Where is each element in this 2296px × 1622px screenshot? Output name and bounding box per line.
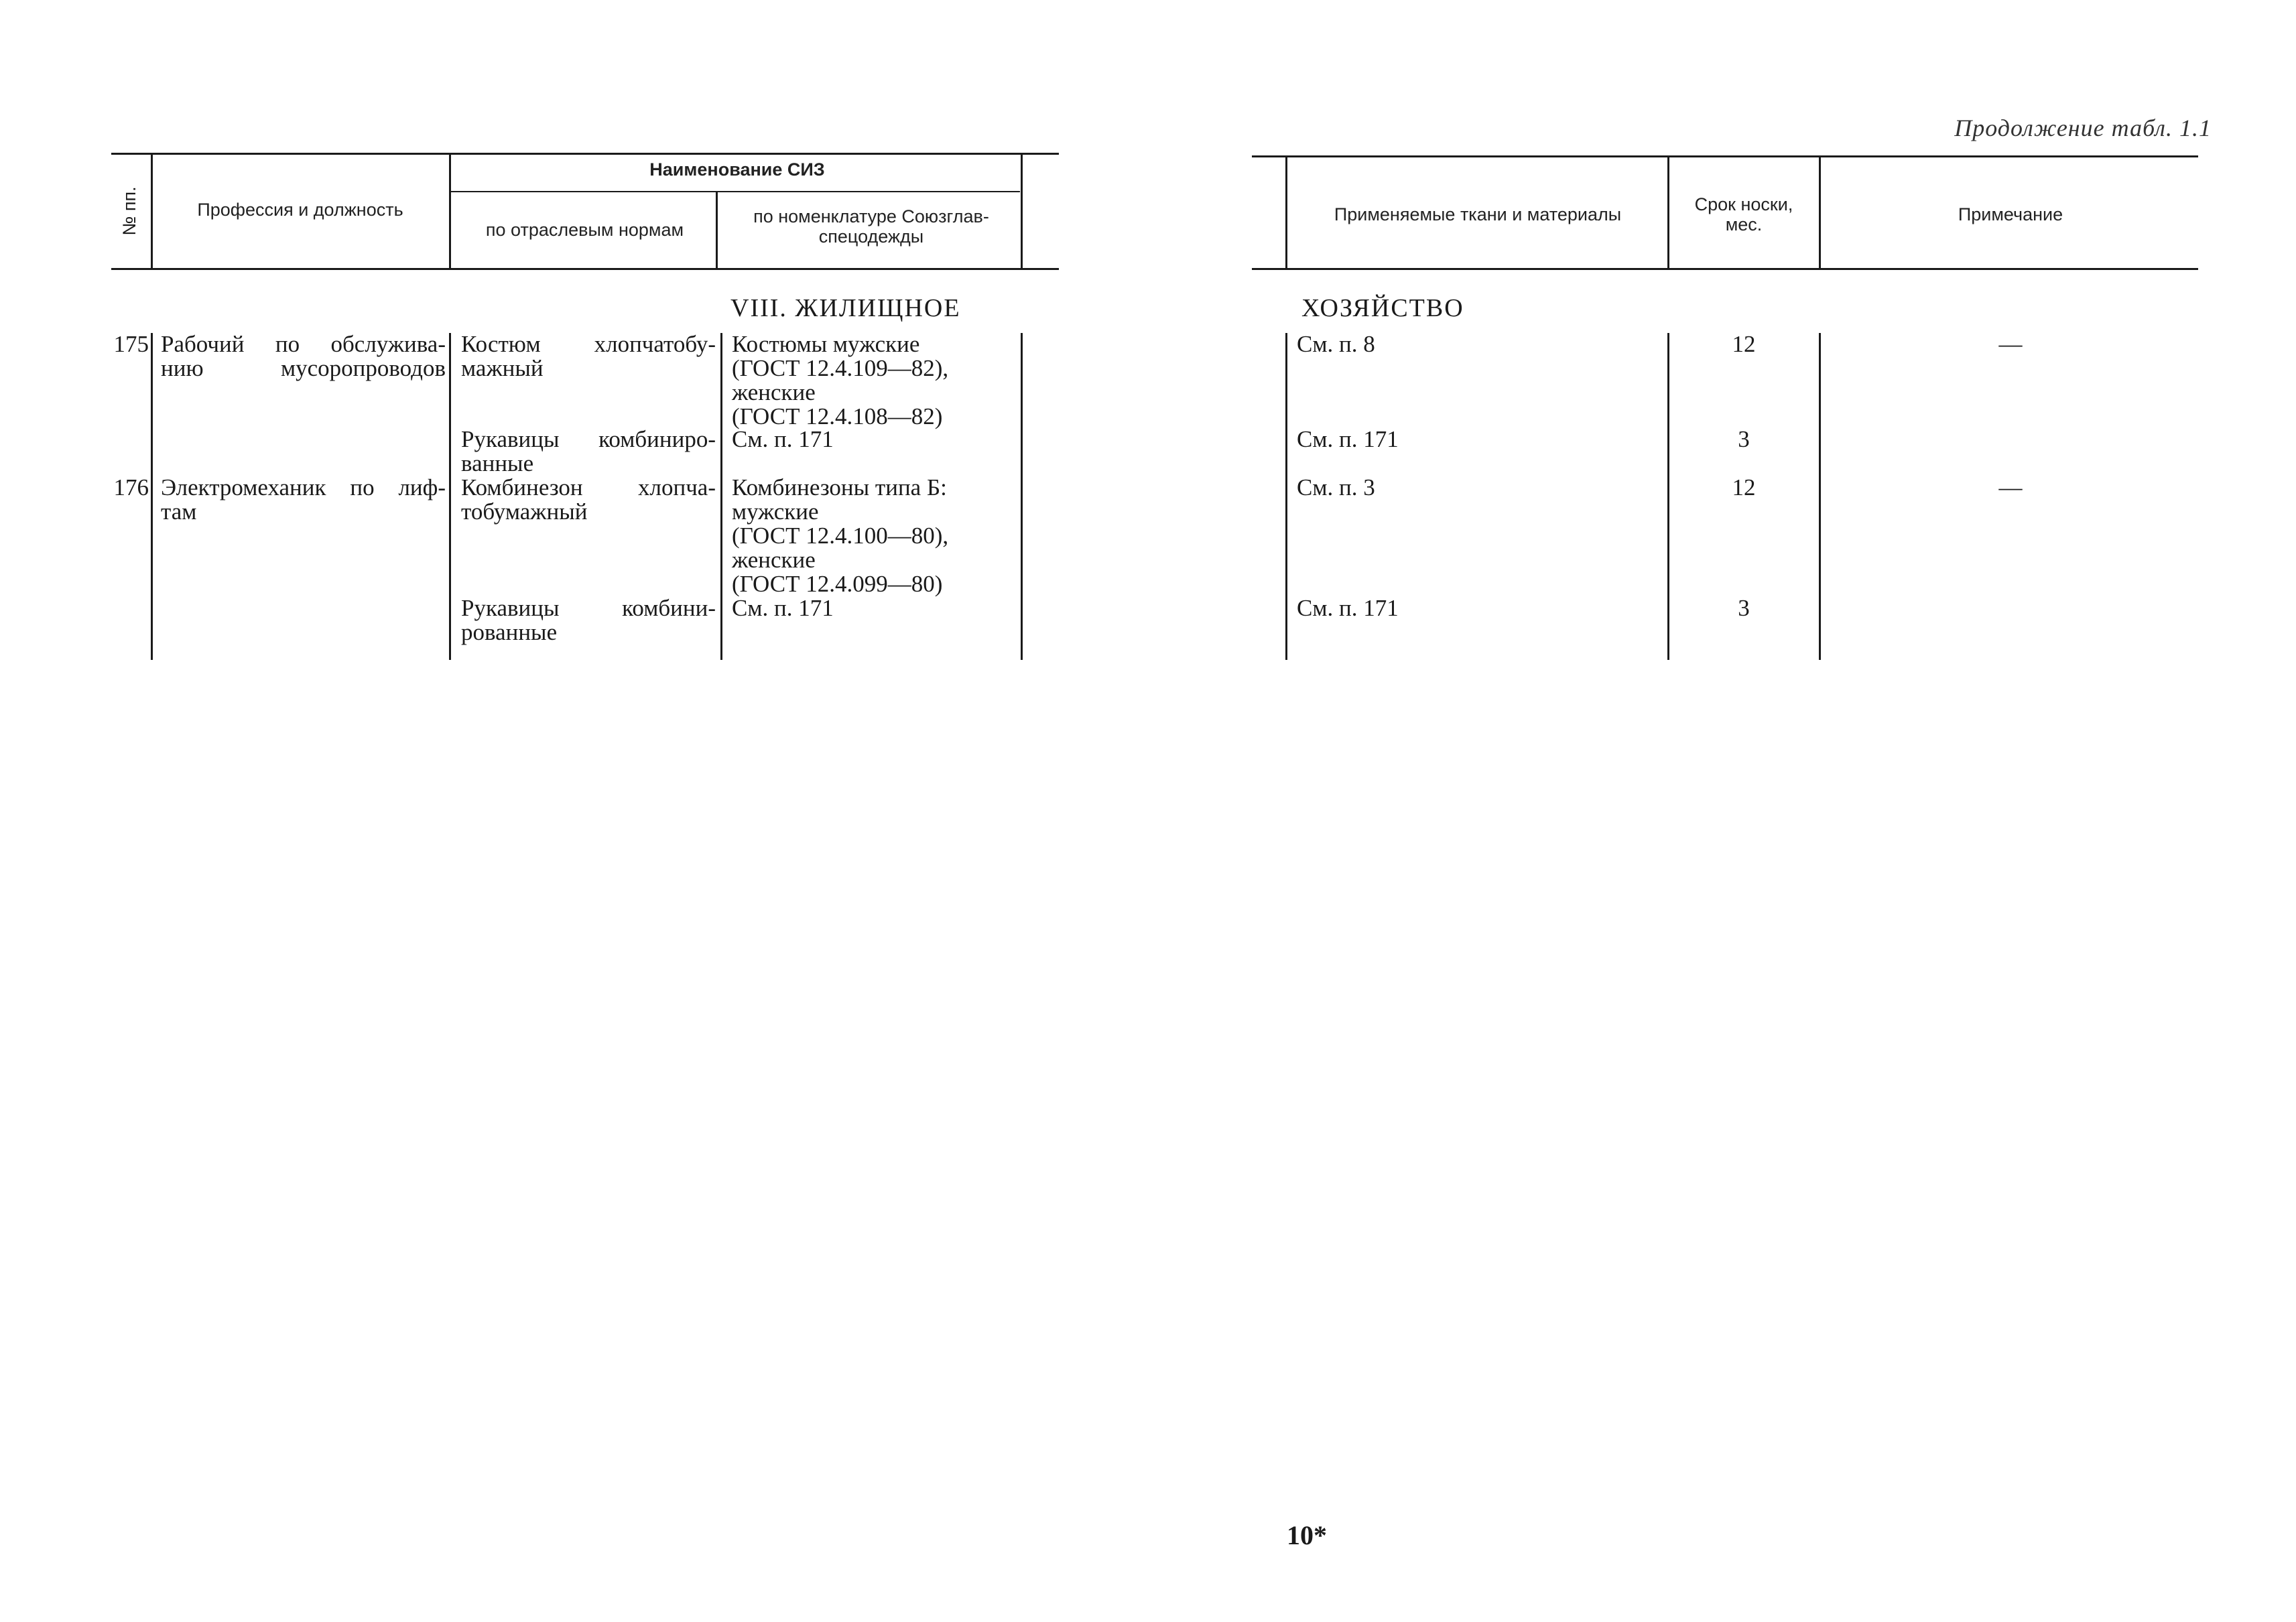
col-rule-mat bbox=[1285, 155, 1287, 268]
col-rule-ind-body bbox=[720, 333, 722, 660]
material-item: См. п. 8 bbox=[1297, 331, 1375, 357]
col-rule-nom bbox=[1021, 153, 1023, 268]
header-num: № пп. bbox=[119, 186, 139, 236]
page-number: 10* bbox=[1287, 1520, 1327, 1550]
row-number: 176 bbox=[113, 474, 149, 500]
section-title-left: VIII. ЖИЛИЩНОЕ bbox=[730, 294, 961, 322]
industry-item: Рукавицы комбини- рованные bbox=[461, 595, 716, 645]
col-rule-num bbox=[151, 153, 153, 268]
continuation-label: Продолжение табл. 1.1 bbox=[1954, 115, 2212, 141]
note-item: — bbox=[1998, 474, 2023, 500]
col-rule-mat-body bbox=[1285, 333, 1287, 660]
row-number: 175 bbox=[113, 331, 149, 357]
wear-period-item: 12 bbox=[1732, 474, 1756, 500]
header-by-industry: по отраслевым нормам bbox=[485, 220, 684, 240]
header-note: Примечание bbox=[1958, 204, 2063, 224]
col-rule-ind bbox=[716, 191, 718, 268]
header-wear-period: Срок носки, мес. bbox=[1694, 194, 1793, 234]
col-rule-prof bbox=[449, 153, 451, 268]
header-profession: Профессия и должность bbox=[197, 200, 403, 220]
profession-cell: Электромеханик по лиф- там bbox=[161, 474, 446, 525]
left-top-rule bbox=[111, 153, 1059, 155]
header-materials: Применяемые ткани и материалы bbox=[1334, 204, 1622, 224]
wear-period-item: 3 bbox=[1738, 426, 1750, 452]
header-by-nomenclature: по номенклатуре Союзглав- спецодежды bbox=[753, 206, 989, 247]
nomenclature-item: См. п. 171 bbox=[732, 595, 834, 621]
wear-period-item: 12 bbox=[1732, 331, 1756, 357]
col-rule-note-body bbox=[1819, 333, 1821, 660]
industry-item: Рукавицы комбиниро- ванные bbox=[461, 426, 716, 476]
col-rule-period bbox=[1667, 155, 1669, 268]
material-item: См. п. 3 bbox=[1297, 474, 1375, 500]
wear-period-item: 3 bbox=[1738, 595, 1750, 621]
header-ppe-group: Наименование СИЗ bbox=[649, 159, 825, 180]
industry-item: Костюм хлопчатобу- мажный bbox=[461, 331, 716, 381]
nomenclature-item: См. п. 171 bbox=[732, 426, 834, 452]
nomenclature-item: Костюмы мужские (ГОСТ 12.4.109—82), женские (ГОСТ 12.4.108—82) bbox=[732, 331, 949, 429]
material-item: См. п. 171 bbox=[1297, 595, 1399, 621]
col-rule-period-body bbox=[1667, 333, 1669, 660]
left-header-bottom-rule bbox=[111, 268, 1059, 270]
col-rule-note bbox=[1819, 155, 1821, 268]
industry-item: Комбинезон хлопча- тобумажный bbox=[461, 474, 716, 525]
note-item: — bbox=[1998, 331, 2023, 357]
col-rule-num-body bbox=[151, 333, 153, 660]
right-header-bottom-rule bbox=[1252, 268, 2198, 270]
section-title-right: ХОЗЯЙСТВО bbox=[1301, 294, 1464, 322]
right-top-rule bbox=[1252, 155, 2198, 157]
nomenclature-item: Комбинезоны типа Б: мужские (ГОСТ 12.4.100—80), женские (ГОСТ 12.4.099—80) bbox=[732, 474, 949, 597]
col-rule-nom-body bbox=[1021, 333, 1023, 660]
material-item: См. п. 171 bbox=[1297, 426, 1399, 452]
profession-cell: Рабочий по обслужива- нию мусоропроводов bbox=[161, 331, 446, 381]
ppe-group-rule bbox=[450, 191, 1020, 192]
col-rule-prof-body bbox=[449, 333, 451, 660]
